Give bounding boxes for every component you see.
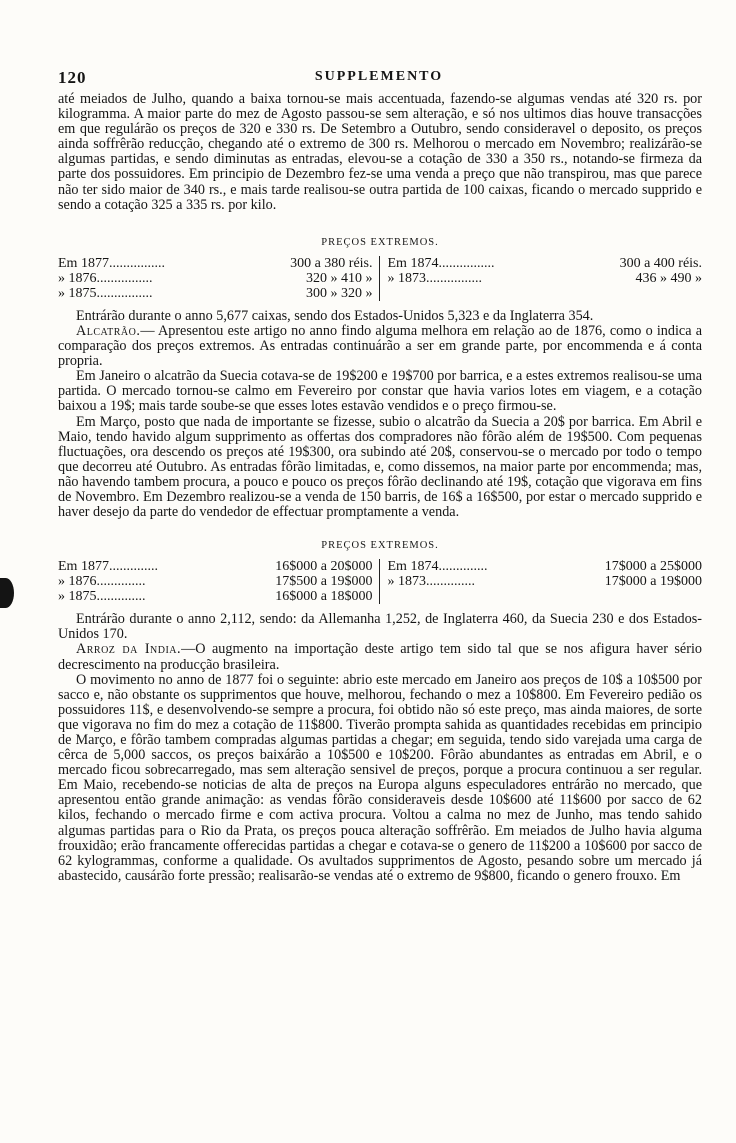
section-heading: Alcatrão. <box>76 322 141 339</box>
table-row: » 1875.............. 16$000 a 18$000 <box>58 589 373 605</box>
intro-paragraph: até meiados de Julho, quando a baixa tornou-se mais accentuada, fazendo-se algumas vendas até 320 rs. por kilogramma. A maior parte do mez de Agosto passou-se sem alteração, e só nos ultimos dias houve transacções em que regulárão os preços de 320 e 330 rs. De Setembro a Outubro, sendo consideravel o deposito, os preços ainda soffrêrão reducção, chegando até o extremo de 300 rs. Melhorou o mercado em Novembro; realizárão-se algumas partidas, e sendo diminutas as entradas, elevou-se a cotação de 330 a 350 rs., notando-se firmeza da parte dos possuidores. Em principio de Dezembro fez-se uma venda a preço que não transpirou, mas que parece não ter sido maior de 340 rs., e mais tarde realisou-se outra partida de 100 caixas, ficando o mercado supprido e sendo a cotação 325 a 335 rs. por kilo. <box>58 91 702 213</box>
table-row: » 1876.............. 17$500 a 19$000 <box>58 574 373 590</box>
price-table-1 <box>58 256 702 301</box>
table-right-column <box>380 559 703 604</box>
section-heading: Arroz da India. <box>76 641 182 658</box>
alcatrao-paragraph: Em Janeiro o alcatrão da Suecia cotava-se de 19$200 e 19$700 por barrica, e a estes extremos realisou-se uma partida. O mercado tornou-se calmo em Fevereiro por constar que havia varios lotes em viagem, e a cotação baixou a 19$; mais tarde soube-se que esses lotes estavão vendidos e o preço firmou-se. <box>58 368 702 415</box>
page-content <box>58 92 702 884</box>
table-row: Em 1874................ 300 a 400 réis. <box>387 255 702 271</box>
arroz-paragraph: O movimento no anno de 1877 foi o seguinte: abrio este mercado em Janeiro aos preços de 10$ a 10$500 por sacco e, não obstante os supprimentos que houve, melhorou, fechando o mez a 10$800. Em Fevereiro pedião os possuidores 11$, e desenvolvendo-se sempre a procura, foi obtido não só este preço, mas ainda maiores, de sorte que vigorava no fim do mez a cotação de 11$800. Tiverão prompta sahida as quantidades recebidas em principio de Março, e fôrão tambem compradas algumas partidas a chegar; em seguida, tendo sido varejada uma carga de cêrca de 5,000 saccos, os preços baixárão a 10$500 e 10$200. Fôrão abundantes as entradas em Abril, e o mercado ficou sobrecarregado, mas sem alteração sensivel de preços, porque a procura continuou a ser regular. Em Maio, recebendo-se noticias de alta de preços na Europa alguns especuladores entrárão no mercado, que apresentou então grande animação: as vendas fôrão consideraveis desde 10$600 até 11$600 por sacco de 62 kilos, fechando o mercado firme e com activa procura. Voltou a calma no mez de Junho, mas tendo sahido algumas partidas para o Rio da Prata, os preços pouca alteração soffrêrão. Em meiados de Julho havia alguma frouxidão; erão francamente offerecidas partidas a chegar e cotava-se o genero de 11$200 a 10$600 por sacco de 62 kylogrammas, conforme a qualidade. Os avultados supprimentos de Agosto, pesando sobre um mercado já abastecido, causárão forte pressão; realisarão-se vendas até o extremo de 9$800, ficando o genero frouxo. Em <box>58 671 702 884</box>
alcatrao-paragraph: Em Março, posto que nada de importante se fizesse, subio o alcatrão da Suecia a 20$ por barrica. Em Abril e Maio, tendo havido algum supprimento as offertas dos compradores não fôrão além de 19$500. Com pequenas fluctuações, ora descendo os preços até 19$300, ora subindo até 20$, conservou-se o mercado por todo o tempo que decorreu até Outubro. As entradas fôrão limitadas, e, como dissemos, na maior parte por encommenda; mas, não havendo tambem procura, a pouco e pouco os preços fôrão declinando até 19$, cotação que vigorava em fins de Novembro. Em Dezembro realizou-se a venda de 150 barris, de 16$ a 16$500, por estar o mercado supprido e haver desejo da parte do vendedor de effectuar promptamente a venda. <box>58 413 702 521</box>
table-left-column <box>58 559 380 604</box>
entries-paragraph: Entrárão durante o anno 2,112, sendo: da Allemanha 1,252, de Inglaterra 460, da Suecia 230 e dos Estados-Unidos 170. <box>58 611 702 643</box>
table-row: » 1875................ 300 » 320 » <box>58 285 373 301</box>
ink-blot-mark <box>0 578 14 608</box>
table-row: Em 1877.............. 16$000 a 20$000 <box>58 559 373 575</box>
table-caption: PREÇOS EXTREMOS. <box>321 540 439 552</box>
page-header <box>58 68 700 88</box>
table-row: Em 1874.............. 17$000 a 25$000 <box>387 559 702 575</box>
running-title: SUPPLEMENTO <box>314 69 444 84</box>
entries-paragraph: Entrárão durante o anno 5,677 caixas, sendo dos Estados-Unidos 5,323 e da Inglaterra 354. <box>76 307 594 324</box>
table-row: Em 1877................ 300 a 380 réis. <box>58 255 373 271</box>
table-row: » 1873.............. 17$000 a 19$000 <box>387 574 702 590</box>
table-row: » 1873................ 436 » 490 » <box>387 270 702 286</box>
table-caption: PREÇOS EXTREMOS. <box>321 236 439 248</box>
alcatrao-paragraph: Alcatrão.— Apresentou este artigo no anno findo alguma melhora em relação ao de 1876, como o indica a comparação dos preços extremos. As entradas continuárão a ser em grande parte, por encommenda e á conta propria. <box>58 322 702 370</box>
table-right-column <box>380 256 703 301</box>
arroz-paragraph: Arroz da India.—O augmento na importação deste artigo tem sido tal que se nos afigura haver sério decrescimento na producção brasileira. <box>58 641 702 673</box>
table-left-column <box>58 256 380 301</box>
price-table-2 <box>58 559 702 604</box>
page-number: 120 <box>58 68 87 87</box>
table-row: » 1876................ 320 » 410 » <box>58 270 373 286</box>
